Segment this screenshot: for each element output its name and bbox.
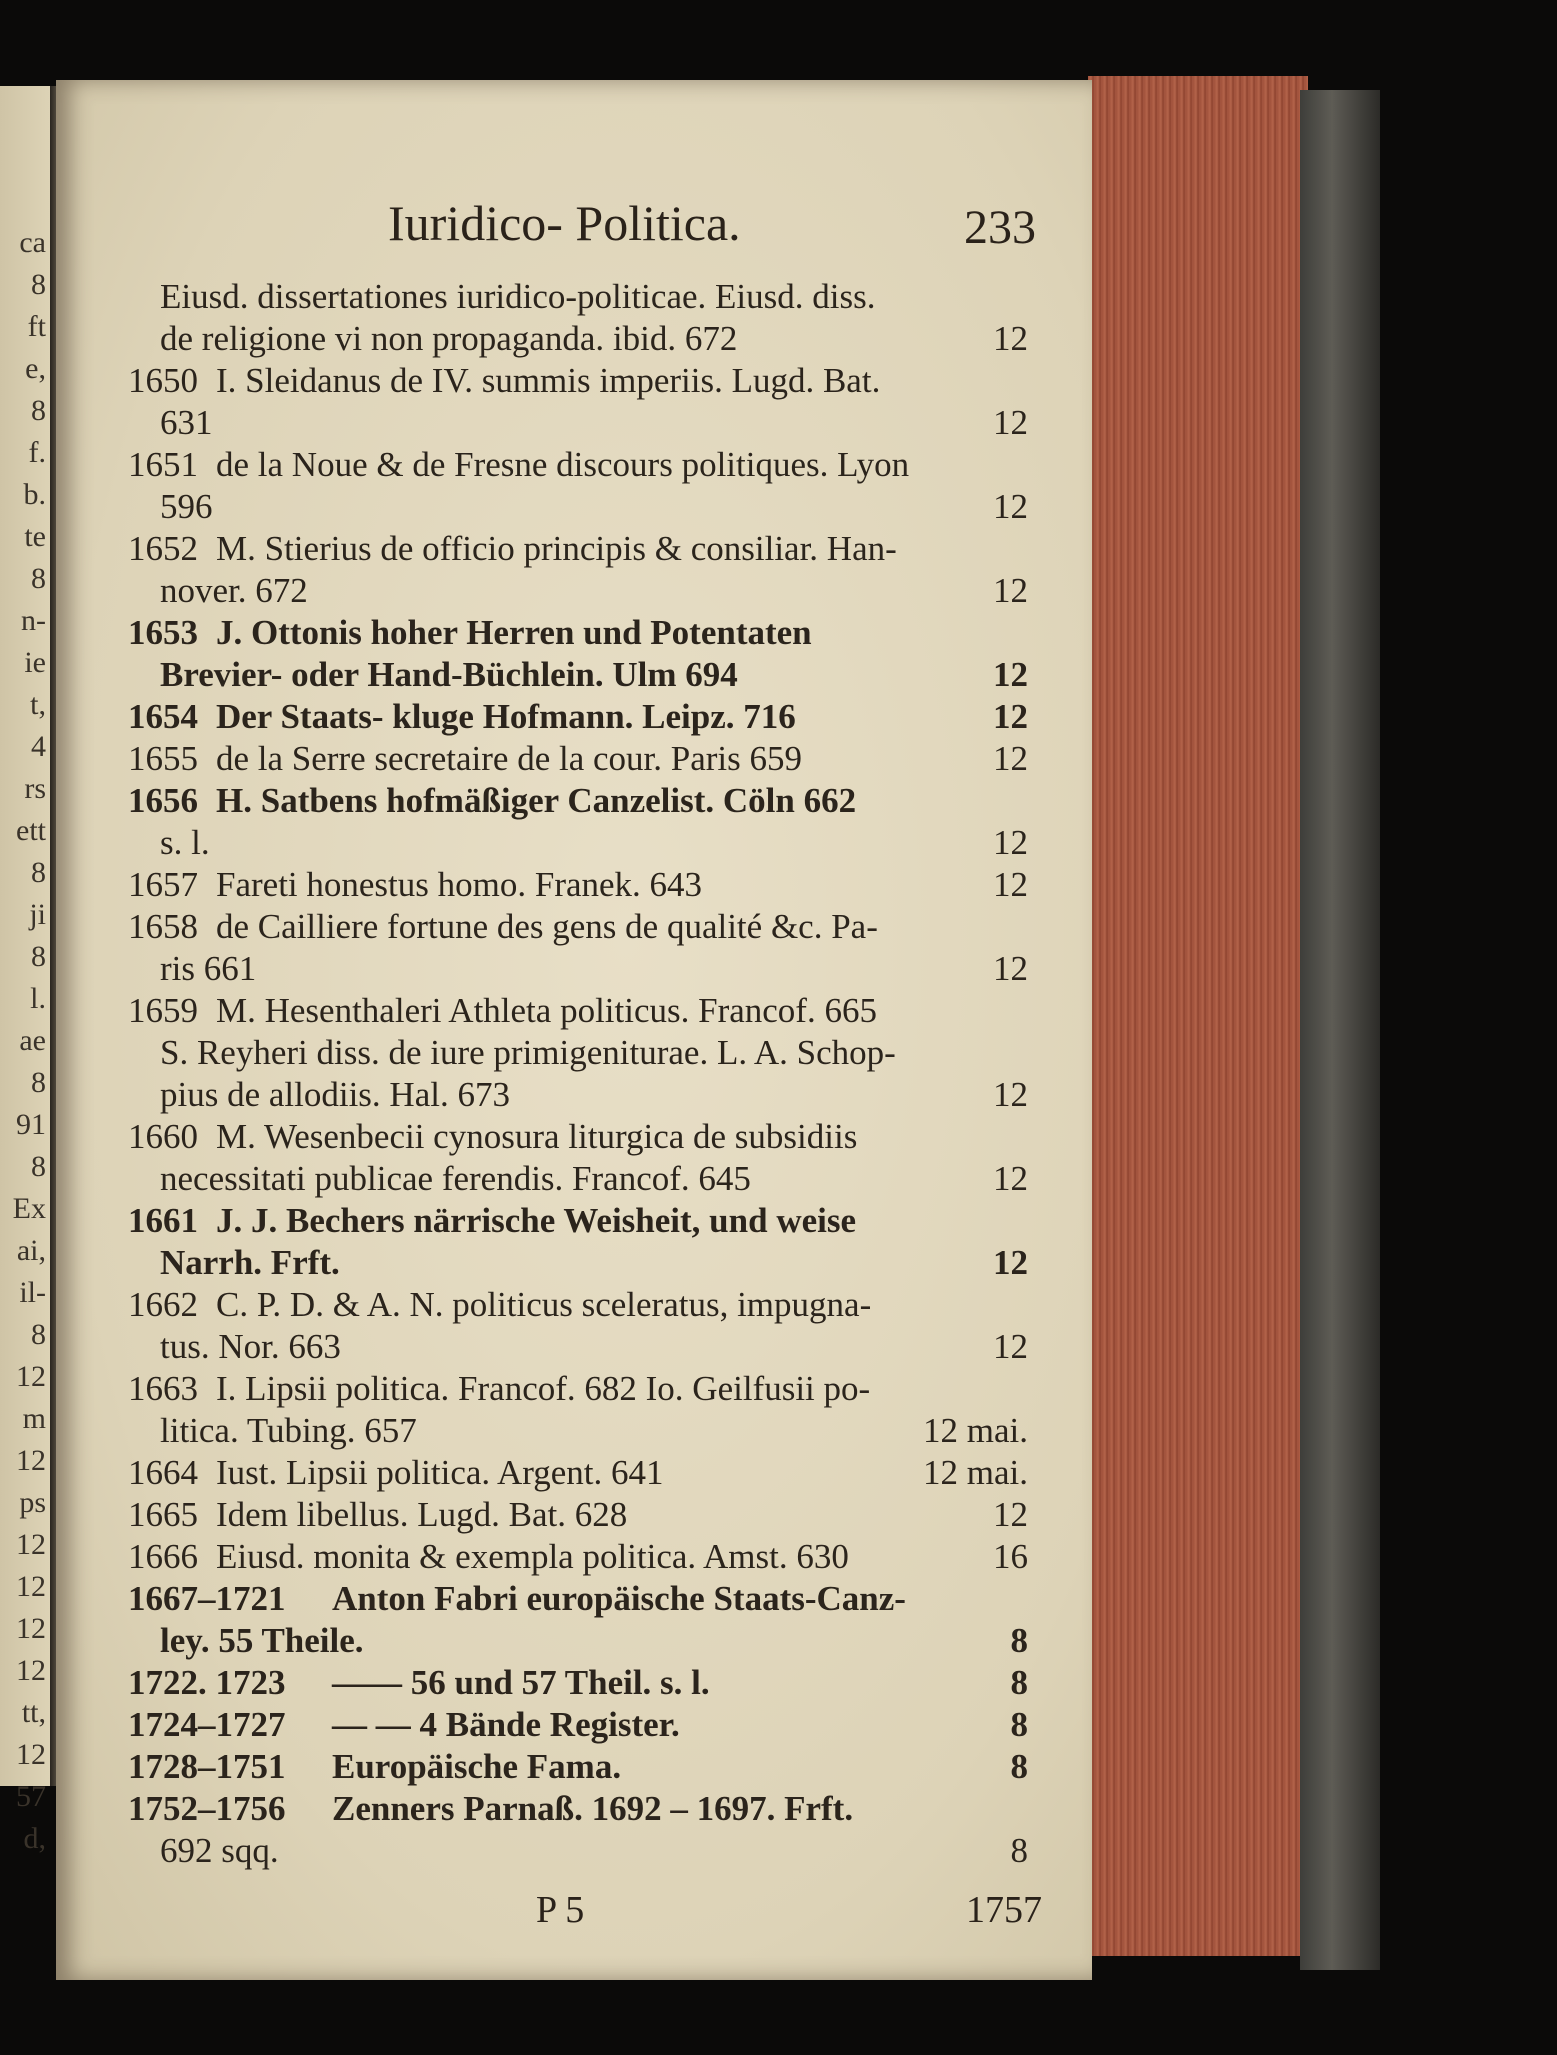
- left-page-fragment-text: b.: [23, 478, 46, 511]
- catalog-entry-line: [56, 1704, 1066, 1746]
- entry-text: M. Hesenthaleri Athleta politicus. Francof. 665: [216, 991, 877, 1030]
- left-page-fragment-text: ai,: [16, 1234, 46, 1267]
- left-page-fragment-text: 8: [31, 394, 46, 427]
- entry-text: Narrh. Frft.: [160, 1243, 340, 1282]
- catalog-entry-line: [56, 1788, 1066, 1830]
- catalog-entry-line: [56, 486, 1066, 528]
- catalog-entry-line: [56, 654, 1066, 696]
- left-page-fragment-text: 8: [31, 268, 46, 301]
- entry-number: 1728–1751: [128, 1747, 286, 1786]
- catalog-entry-line: [56, 822, 1066, 864]
- left-page-fragment-text: 4: [31, 730, 46, 763]
- entry-format: 12: [993, 487, 1028, 526]
- entry-number: 1650: [128, 361, 198, 400]
- entry-format: 8: [1010, 1747, 1028, 1786]
- entry-format: 8: [1010, 1831, 1028, 1870]
- catalog-entry-line: [56, 1452, 1066, 1494]
- entry-text: M. Wesenbecii cynosura liturgica de subsidiis: [216, 1117, 858, 1156]
- entry-text: necessitati publicae ferendis. Francof. 645: [160, 1159, 751, 1198]
- catalog-entry-line: [56, 1536, 1066, 1578]
- entry-text: C. P. D. & A. N. politicus sceleratus, impugna-: [216, 1285, 872, 1324]
- left-page-fragment-text: ae: [19, 1024, 46, 1057]
- entry-text: Der Staats- kluge Hofmann. Leipz. 716: [216, 697, 796, 736]
- entry-format: 12: [993, 865, 1028, 904]
- catalog-entry-line: [56, 1116, 1066, 1158]
- catalog-entry-line: [56, 696, 1066, 738]
- entry-format: 8: [1010, 1663, 1028, 1702]
- left-page-fragment-text: 91: [16, 1108, 46, 1141]
- entry-format: 12: [993, 1327, 1028, 1366]
- catalog-entry-line: [56, 1158, 1066, 1200]
- page-header: [56, 194, 1092, 254]
- entry-format: 16: [993, 1537, 1028, 1576]
- catalog-entry-line: [56, 570, 1066, 612]
- catalog-entry-line: [56, 1242, 1066, 1284]
- left-page-fragment-text: 8: [31, 1066, 46, 1099]
- signature-mark: P 5: [536, 1889, 585, 1931]
- entry-text: de la Noue & de Fresne discours politiques. Lyon: [216, 445, 910, 484]
- entry-number: 1752–1756: [128, 1789, 286, 1828]
- entry-text: Eiusd. dissertationes iuridico-politicae. Eiusd. diss.: [160, 277, 876, 316]
- catalog-entry-line: [56, 528, 1066, 570]
- catalog-entry-line: [56, 318, 1066, 360]
- catalog-entry-line: [56, 1032, 1066, 1074]
- entry-number: 1665: [128, 1495, 198, 1534]
- left-page-fragment-text: ca: [19, 226, 46, 259]
- entry-format: 8: [1010, 1621, 1028, 1660]
- entry-number: 1652: [128, 529, 198, 568]
- page-edges: [1088, 76, 1308, 1956]
- entry-text: litica. Tubing. 657: [160, 1411, 417, 1450]
- entry-text: M. Stierius de officio principis & consiliar. Han-: [216, 529, 897, 568]
- left-page-fragment: [0, 86, 50, 1855]
- entry-text: Europäische Fama.: [332, 1747, 622, 1786]
- entry-format: 12: [993, 1495, 1028, 1534]
- entry-number: 1660: [128, 1117, 198, 1156]
- entry-text: I. Sleidanus de IV. summis imperiis. Lugd. Bat.: [216, 361, 881, 400]
- entry-number: 1656: [128, 781, 198, 820]
- catalog-entry-line: [56, 1368, 1066, 1410]
- entry-number: 1724–1727: [128, 1705, 286, 1744]
- catalog-entry-line: [56, 276, 1066, 318]
- catalog-entry-line: [56, 990, 1066, 1032]
- entry-format: 12: [993, 571, 1028, 610]
- entry-text: pius de allodiis. Hal. 673: [160, 1075, 510, 1114]
- entry-text: J. Ottonis hoher Herren und Potentaten: [216, 613, 812, 652]
- entry-format: 12: [993, 403, 1028, 442]
- entry-number: 1658: [128, 907, 198, 946]
- catalog-entry-line: [56, 780, 1066, 822]
- left-page-fragment-text: tt,: [21, 1696, 46, 1729]
- entry-number: 1663: [128, 1369, 198, 1408]
- entry-text: Idem libellus. Lugd. Bat. 628: [216, 1495, 628, 1534]
- catalog-entry-line: [56, 1662, 1066, 1704]
- left-page-fragment-text: 12: [16, 1528, 46, 1561]
- left-page-fragment-text: Ex: [12, 1192, 46, 1225]
- left-page-fragment-text: e,: [25, 352, 46, 385]
- left-page-fragment-text: 8: [31, 562, 46, 595]
- entry-number: 1655: [128, 739, 198, 778]
- entry-text: I. Lipsii politica. Francof. 682 Io. Geilfusii po-: [216, 1369, 871, 1408]
- entry-text: J. J. Bechers närrische Weisheit, und weise: [216, 1201, 857, 1240]
- entry-number: 1661: [128, 1201, 198, 1240]
- entry-text: de religione vi non propaganda. ibid. 672: [160, 319, 738, 358]
- left-page-fragment-text: rs: [24, 772, 46, 805]
- entry-format: 12: [993, 697, 1028, 736]
- catalog-entry-line: [56, 402, 1066, 444]
- entry-text: S. Reyheri diss. de iure primigeniturae. L. A. Schop-: [160, 1033, 896, 1072]
- entry-number: 1657: [128, 865, 198, 904]
- entry-format: 12 mai.: [923, 1411, 1028, 1450]
- left-page-fragment-text: 12: [16, 1654, 46, 1687]
- left-page-fragment-text: 8: [31, 1318, 46, 1351]
- book-cover: [1300, 90, 1380, 1970]
- left-page-fragment-text: ft: [27, 310, 46, 343]
- entry-format: 12: [993, 739, 1028, 778]
- entry-format: 8: [1010, 1705, 1028, 1744]
- left-page-fragment-text: te: [24, 520, 46, 553]
- entry-text: Eiusd. monita & exempla politica. Amst. 630: [216, 1537, 849, 1576]
- entry-text: Zenners Parnaß. 1692 – 1697. Frft.: [332, 1789, 854, 1828]
- catalog-entry-line: [56, 1326, 1066, 1368]
- entry-text: nover. 672: [160, 571, 308, 610]
- catalog-entry-line: [56, 1746, 1066, 1788]
- catalog-entry-line: [56, 612, 1066, 654]
- entry-text: Fareti honestus homo. Franek. 643: [216, 865, 703, 904]
- entry-number: 1659: [128, 991, 198, 1030]
- left-page-fragment-text: ji: [29, 898, 46, 931]
- catalog-entry-line: [56, 1578, 1066, 1620]
- catalog-entry-line: [56, 1410, 1066, 1452]
- catchword: 1757: [966, 1889, 1042, 1931]
- entry-text: ley. 55 Theile.: [160, 1621, 364, 1660]
- left-page-fragment-text: m: [22, 1402, 46, 1435]
- entry-text: Anton Fabri europäische Staats-Canz-: [332, 1579, 906, 1618]
- left-page-fragment-text: n-: [21, 604, 46, 637]
- left-page-fragment-text: f.: [28, 436, 46, 469]
- entry-text: de Cailliere fortune des gens de qualité &c. Pa-: [216, 907, 878, 946]
- entry-format: 12: [993, 949, 1028, 988]
- entry-format: 12 mai.: [923, 1453, 1028, 1492]
- entry-number: 1667–1721: [128, 1579, 286, 1618]
- entry-format: 12: [993, 319, 1028, 358]
- entry-number: 1664: [128, 1453, 198, 1492]
- left-page-fragment-text: 8: [31, 940, 46, 973]
- catalog-entry-line: [56, 738, 1066, 780]
- entry-format: 12: [993, 1159, 1028, 1198]
- entry-text: Brevier- oder Hand-Büchlein. Ulm 694: [160, 655, 738, 694]
- catalog-entry-line: [56, 906, 1066, 948]
- entry-text: ris 661: [160, 949, 257, 988]
- entry-text: — — 4 Bände Register.: [332, 1705, 680, 1744]
- book-page: [56, 80, 1092, 1980]
- left-page-fragment-text: d,: [23, 1822, 46, 1855]
- catalog-entry-line: [56, 1200, 1066, 1242]
- left-page-fragment-text: 12: [16, 1360, 46, 1393]
- left-page-fragment-text: 8: [31, 856, 46, 889]
- entry-number: 1653: [128, 613, 198, 652]
- catalog-entry-line: [56, 864, 1066, 906]
- catalog-entry-line: [56, 1494, 1066, 1536]
- entry-text: H. Satbens hofmäßiger Canzelist. Cöln 662: [216, 781, 857, 820]
- left-page-fragment-text: 12: [16, 1444, 46, 1477]
- left-page-fragment-text: 12: [16, 1612, 46, 1645]
- entry-text: —— 56 und 57 Theil. s. l.: [332, 1663, 710, 1702]
- entry-number: 1654: [128, 697, 198, 736]
- page-number: 233: [964, 201, 1036, 254]
- entry-text: de la Serre secretaire de la cour. Paris 659: [216, 739, 802, 778]
- catalog-entry-line: [56, 1284, 1066, 1326]
- entry-number: 1662: [128, 1285, 198, 1324]
- left-page-fragment-text: 57: [16, 1780, 46, 1813]
- entry-format: 12: [993, 823, 1028, 862]
- entry-text: s. l.: [160, 823, 210, 862]
- left-page-fragment-text: il-: [19, 1276, 46, 1309]
- left-page-fragment-text: ps: [19, 1486, 46, 1519]
- entry-text: Iust. Lipsii politica. Argent. 641: [216, 1453, 664, 1492]
- entry-number: 1651: [128, 445, 198, 484]
- entry-text: tus. Nor. 663: [160, 1327, 341, 1366]
- left-page-fragment-text: ett: [16, 814, 46, 847]
- entry-format: 12: [993, 1075, 1028, 1114]
- left-page-fragment-text: 8: [31, 1150, 46, 1183]
- catalog-entry-line: [56, 1074, 1066, 1116]
- entry-number: 1666: [128, 1537, 198, 1576]
- running-title: Iuridico- Politica.: [388, 195, 741, 251]
- entry-text: 631: [160, 403, 213, 442]
- entry-text: 596: [160, 487, 213, 526]
- catalog-entry-line: [56, 360, 1066, 402]
- catalog-entry-line: [56, 948, 1066, 990]
- left-page-fragment-text: l.: [30, 982, 46, 1015]
- entry-text: 692 sqq.: [160, 1831, 279, 1870]
- left-page-fragment-text: t,: [30, 688, 46, 721]
- entry-format: 12: [993, 655, 1028, 694]
- catalog-entry-line: [56, 444, 1066, 486]
- left-page-fragment-text: 12: [16, 1738, 46, 1771]
- catalog-entry-line: [56, 1620, 1066, 1662]
- entry-number: 1722. 1723: [128, 1663, 286, 1702]
- catalog-entry-line: [56, 1830, 1066, 1872]
- left-page-fragment-text: ie: [24, 646, 46, 679]
- left-page-fragment-text: 12: [16, 1570, 46, 1603]
- entry-format: 12: [993, 1243, 1028, 1282]
